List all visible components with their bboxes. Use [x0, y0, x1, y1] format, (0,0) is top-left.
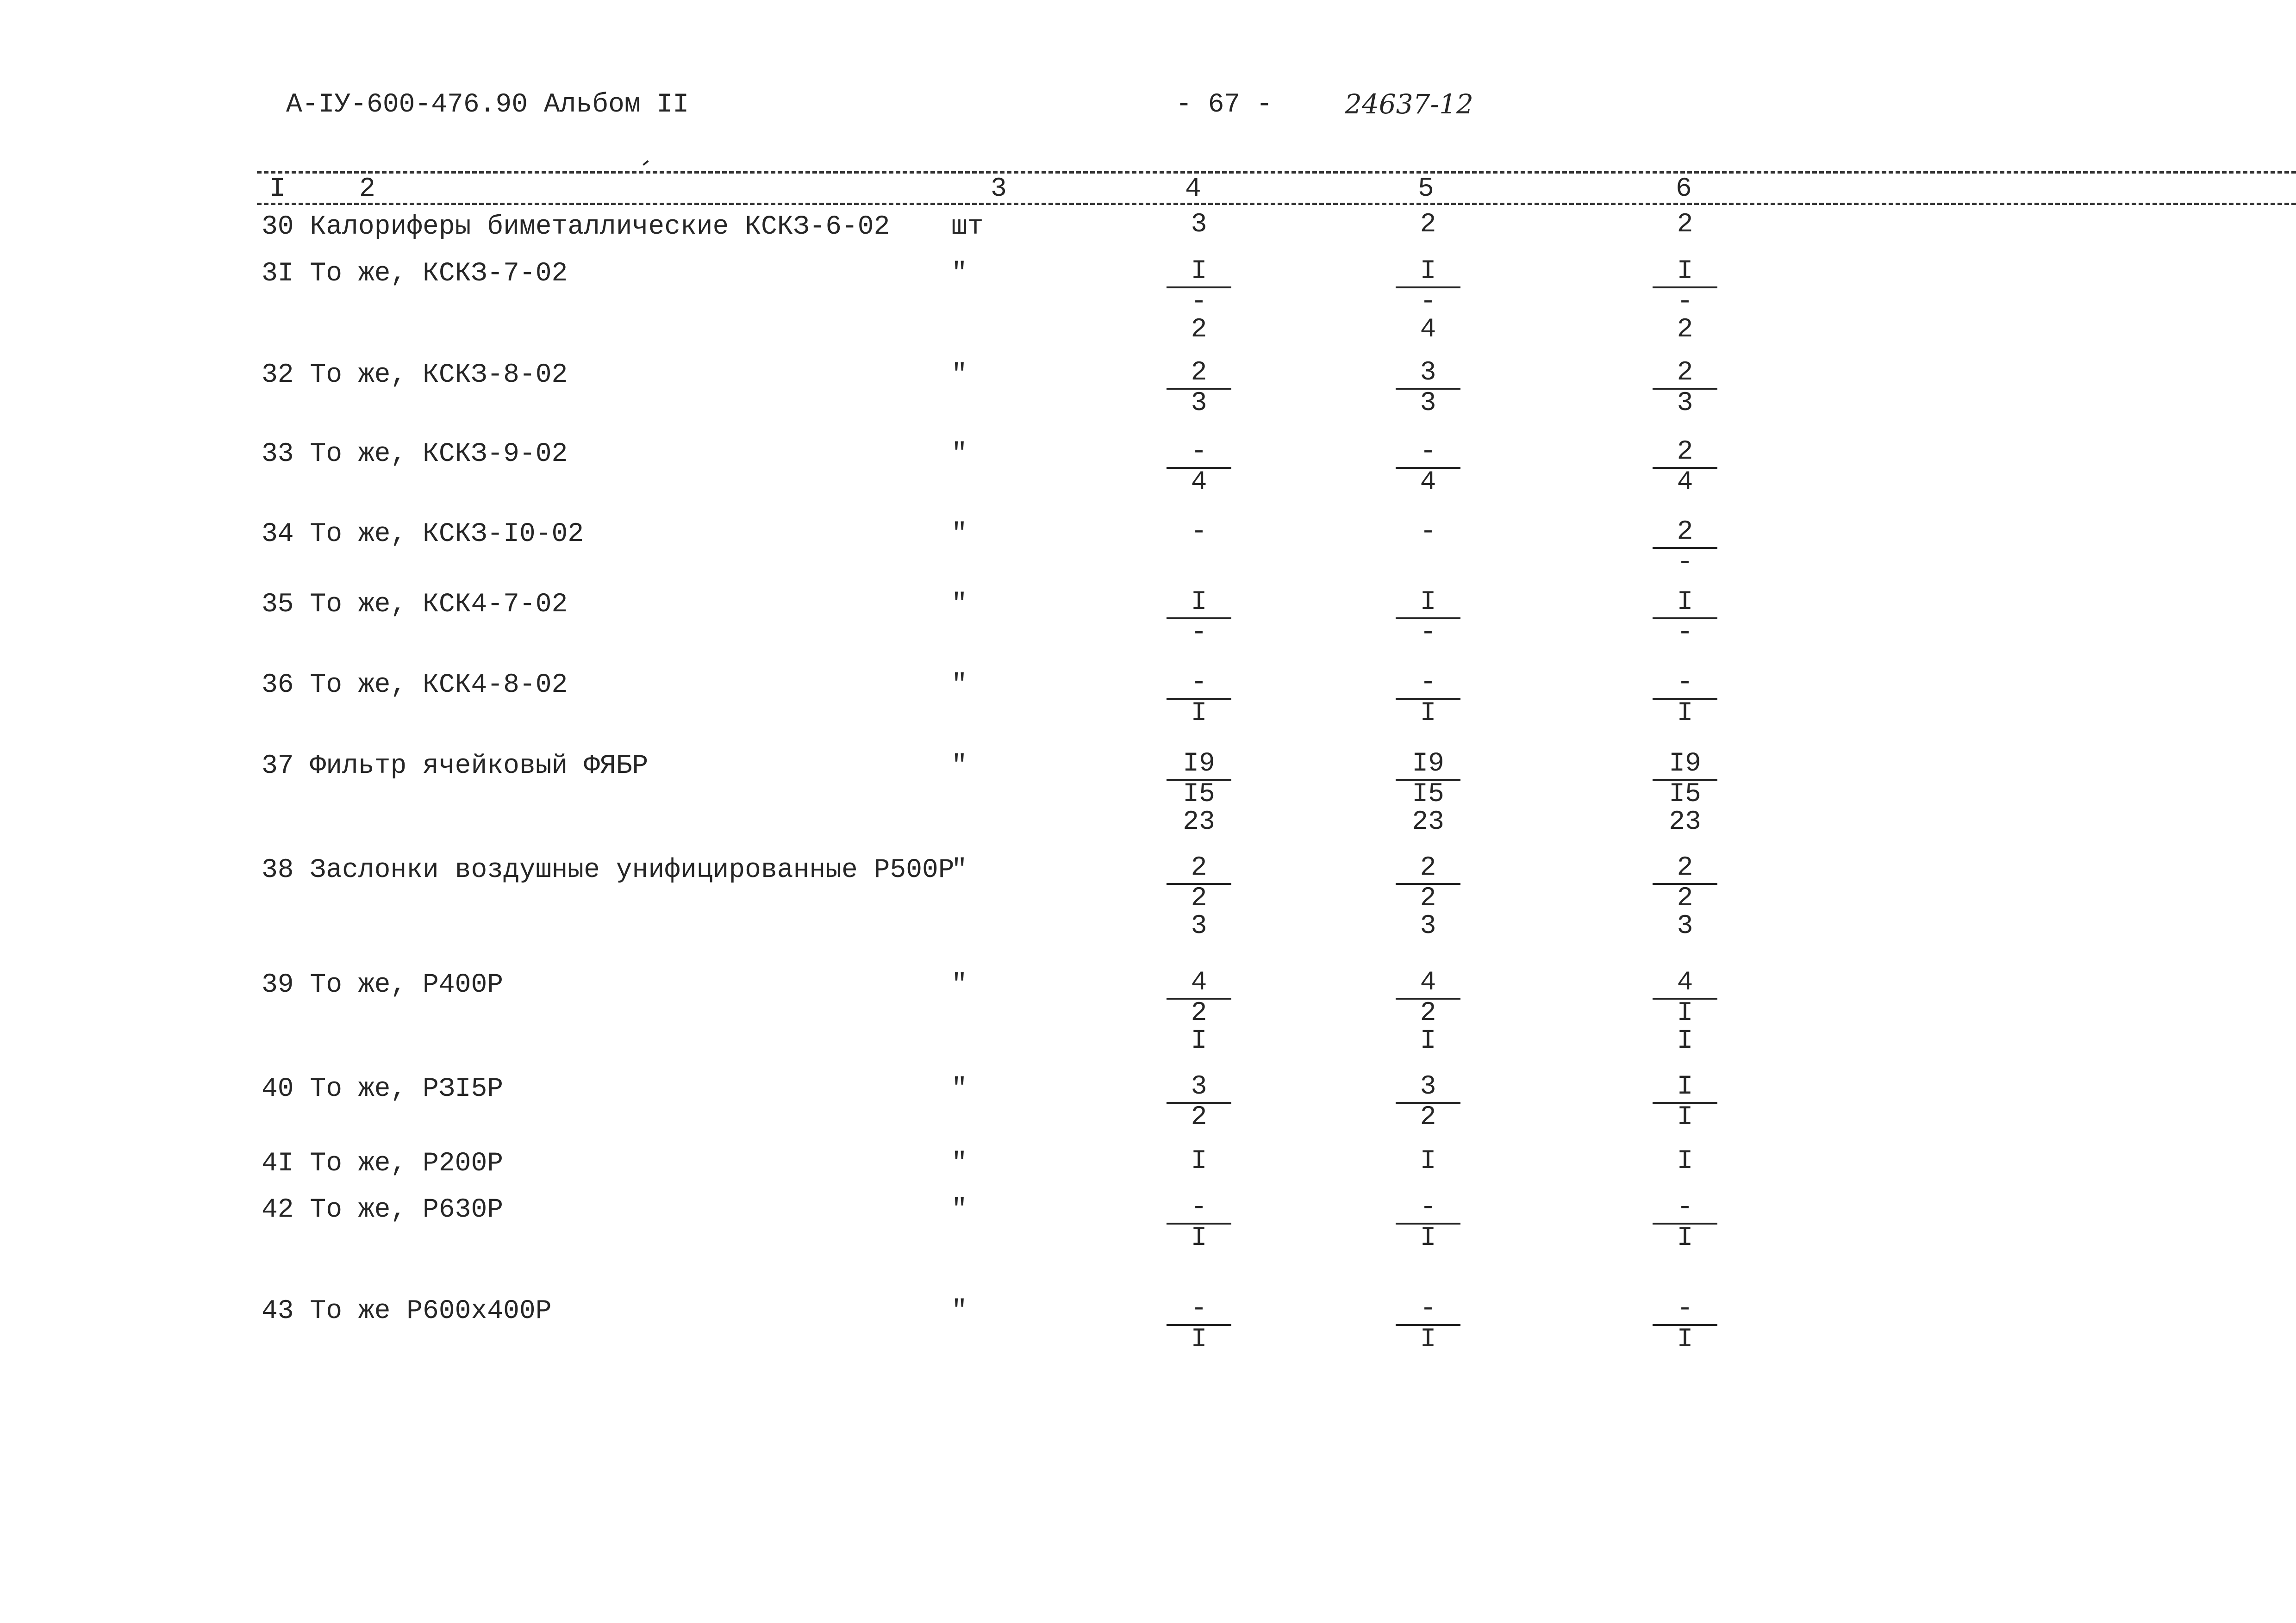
quantity-cell-col6	[1625, 1193, 1745, 1252]
quantity-sub-value: I	[1677, 1223, 1693, 1253]
page-number: - 67 -	[1176, 90, 1273, 120]
quantity-cell-col4	[1139, 1294, 1259, 1354]
quantity-cell-col6	[1625, 210, 1745, 240]
quantity-sub-value: 2	[1191, 315, 1207, 345]
item-description: 32 То же, КСКЗ-8-02	[262, 360, 568, 390]
unit-cell: "	[951, 1149, 967, 1179]
quantity-value: 2	[1677, 358, 1693, 388]
quantity-cell-col5	[1368, 210, 1488, 240]
quantity-sub-value: 3	[1677, 911, 1693, 941]
unit-cell: "	[951, 1195, 967, 1225]
quantity-value: I9	[1183, 749, 1215, 779]
quantity-value: 4	[1420, 968, 1436, 998]
quantity-value: I	[1677, 1072, 1693, 1102]
handwritten-code: 24637-12	[1345, 88, 1473, 120]
quantity-cell-col6	[1625, 437, 1745, 497]
quantity-sub-value: I	[1420, 698, 1436, 728]
quantity-value: I9	[1669, 749, 1701, 779]
quantity-value: -	[1420, 517, 1436, 547]
quantity-sub-value: -	[1677, 547, 1693, 578]
quantity-sub-value: I5	[1669, 779, 1701, 809]
column-number-3: 3	[991, 174, 1007, 204]
quantity-value: 3	[1191, 1072, 1207, 1102]
quantity-sub-value: -	[1191, 287, 1207, 317]
quantity-cell-col5	[1368, 1193, 1488, 1252]
quantity-cell-col6	[1625, 1294, 1745, 1354]
quantity-value: I	[1677, 1146, 1693, 1176]
item-description: 43 То же Р600х400Р	[262, 1296, 552, 1326]
quantity-value: 3	[1420, 358, 1436, 388]
unit-cell: "	[951, 360, 967, 390]
unit-cell: шт	[951, 212, 984, 242]
quantity-cell-col4	[1139, 968, 1259, 1055]
quantity-sub-value: 23	[1669, 807, 1701, 837]
unit-cell: "	[951, 855, 967, 885]
quantity-cell-col5	[1368, 968, 1488, 1055]
quantity-cell-col4	[1139, 749, 1259, 836]
quantity-sub-value: 2	[1420, 998, 1436, 1028]
quantity-sub-value: 2	[1420, 1102, 1436, 1132]
quantity-value: -	[1420, 668, 1436, 698]
table-header-rule	[257, 203, 2296, 205]
quantity-sub-value: I	[1420, 1325, 1436, 1355]
quantity-cell-col4	[1139, 437, 1259, 497]
item-description: 4I То же, Р200Р	[262, 1149, 504, 1179]
quantity-sub-value: I	[1420, 1223, 1436, 1253]
quantity-sub-value: 4	[1420, 467, 1436, 497]
quantity-value: -	[1191, 517, 1207, 547]
item-description: 34 То же, КСКЗ-I0-02	[262, 519, 584, 549]
quantity-value: -	[1420, 437, 1436, 467]
document-code: А-IУ-600-476.90 Альбом II	[286, 90, 689, 120]
quantity-sub-value: I	[1191, 698, 1207, 728]
quantity-cell-col6	[1625, 257, 1745, 344]
quantity-value: 2	[1677, 853, 1693, 883]
quantity-cell-col4	[1139, 588, 1259, 647]
quantity-cell-col5	[1368, 1072, 1488, 1132]
quantity-sub-value: -	[1420, 618, 1436, 648]
quantity-sub-value: 3	[1677, 388, 1693, 418]
quantity-cell-col6	[1625, 749, 1745, 836]
quantity-cell-col5	[1368, 437, 1488, 497]
quantity-sub-value: I5	[1183, 779, 1215, 809]
quantity-cell-col4	[1139, 668, 1259, 728]
quantity-sub-value: I	[1677, 1102, 1693, 1132]
quantity-cell-col4	[1139, 517, 1259, 547]
quantity-cell-col4	[1139, 257, 1259, 344]
quantity-value: -	[1677, 668, 1693, 698]
quantity-value: I	[1191, 256, 1207, 286]
item-description: 37 Фильтр ячейковый ФЯБР	[262, 751, 649, 781]
unit-cell: "	[951, 670, 967, 700]
quantity-value: 4	[1677, 968, 1693, 998]
quantity-sub-value: -	[1191, 618, 1207, 648]
quantity-cell-col4	[1139, 210, 1259, 240]
item-description: 35 То же, КСК4-7-02	[262, 590, 568, 620]
unit-cell: "	[951, 1296, 967, 1326]
quantity-sub-value: 4	[1191, 467, 1207, 497]
column-number-6: 6	[1676, 174, 1692, 204]
quantity-sub-value: 4	[1420, 315, 1436, 345]
quantity-cell-col6	[1625, 853, 1745, 940]
quantity-value: 3	[1191, 210, 1207, 240]
quantity-sub-value: -	[1677, 618, 1693, 648]
quantity-value: -	[1677, 1193, 1693, 1223]
quantity-value: 2	[1420, 853, 1436, 883]
quantity-sub-value: -	[1420, 287, 1436, 317]
quantity-value: I	[1191, 1146, 1207, 1176]
quantity-sub-value: I	[1677, 998, 1693, 1028]
quantity-sub-value: 23	[1412, 807, 1444, 837]
quantity-cell-col6	[1625, 668, 1745, 728]
quantity-sub-value: I	[1677, 1026, 1693, 1056]
quantity-cell-col6	[1625, 968, 1745, 1055]
quantity-value: I	[1420, 1146, 1436, 1176]
quantity-value: I	[1420, 256, 1436, 286]
quantity-value: 2	[1677, 210, 1693, 240]
quantity-cell-col6	[1625, 1147, 1745, 1176]
quantity-value: 2	[1191, 358, 1207, 388]
quantity-cell-col4	[1139, 853, 1259, 940]
quantity-cell-col5	[1368, 358, 1488, 417]
quantity-sub-value: I	[1677, 698, 1693, 728]
quantity-cell-col6	[1625, 1072, 1745, 1132]
unit-cell: "	[951, 439, 967, 469]
quantity-cell-col4	[1139, 1147, 1259, 1176]
quantity-sub-value: I	[1191, 1325, 1207, 1355]
scribble-mark	[643, 160, 649, 166]
quantity-sub-value: 2	[1191, 883, 1207, 914]
quantity-value: 2	[1420, 210, 1436, 240]
quantity-value: -	[1677, 1294, 1693, 1324]
unit-cell: "	[951, 590, 967, 620]
quantity-cell-col6	[1625, 358, 1745, 417]
column-number-2: 2	[359, 174, 375, 204]
unit-cell: "	[951, 970, 967, 1000]
unit-cell: "	[951, 519, 967, 549]
quantity-value: 2	[1191, 853, 1207, 883]
quantity-sub-value: 3	[1191, 388, 1207, 418]
quantity-sub-value: 3	[1420, 388, 1436, 418]
quantity-value: -	[1191, 668, 1207, 698]
quantity-cell-col5	[1368, 588, 1488, 647]
quantity-value: 4	[1191, 968, 1207, 998]
quantity-cell-col5	[1368, 1294, 1488, 1354]
column-number-4: 4	[1185, 174, 1201, 204]
quantity-sub-value: 3	[1191, 911, 1207, 941]
quantity-cell-col5	[1368, 749, 1488, 836]
item-description: 38 Заслонки воздушные унифицированные Р500Р	[262, 855, 955, 885]
quantity-sub-value: 2	[1420, 883, 1436, 914]
quantity-value: I	[1677, 256, 1693, 286]
unit-cell: "	[951, 751, 967, 781]
quantity-sub-value: 2	[1191, 1102, 1207, 1132]
quantity-cell-col4	[1139, 1193, 1259, 1252]
quantity-value: 3	[1420, 1072, 1436, 1102]
quantity-cell-col5	[1368, 668, 1488, 728]
quantity-value: I	[1420, 587, 1436, 617]
quantity-cell-col6	[1625, 517, 1745, 577]
quantity-sub-value: I	[1191, 1026, 1207, 1056]
item-description: 40 То же, РЗI5Р	[262, 1074, 504, 1104]
quantity-sub-value: I	[1191, 1223, 1207, 1253]
quantity-cell-col5	[1368, 257, 1488, 344]
quantity-value: I9	[1412, 749, 1444, 779]
quantity-value: 2	[1677, 437, 1693, 467]
quantity-sub-value: 2	[1191, 998, 1207, 1028]
quantity-value: -	[1420, 1294, 1436, 1324]
quantity-value: I	[1677, 587, 1693, 617]
item-description: 33 То же, КСКЗ-9-02	[262, 439, 568, 469]
quantity-sub-value: -	[1677, 287, 1693, 317]
quantity-sub-value: 3	[1420, 911, 1436, 941]
quantity-value: 2	[1677, 517, 1693, 547]
item-description: 36 То же, КСК4-8-02	[262, 670, 568, 700]
quantity-sub-value: 2	[1677, 315, 1693, 345]
quantity-sub-value: I5	[1412, 779, 1444, 809]
item-description: 39 То же, Р400Р	[262, 970, 504, 1000]
quantity-cell-col4	[1139, 358, 1259, 417]
column-number-5: 5	[1418, 174, 1434, 204]
item-description: 3I То же, КСКЗ-7-02	[262, 259, 568, 289]
quantity-sub-value: 23	[1183, 807, 1215, 837]
table-top-rule	[257, 171, 2296, 174]
quantity-value: -	[1191, 1294, 1207, 1324]
quantity-cell-col4	[1139, 1072, 1259, 1132]
quantity-value: -	[1191, 1193, 1207, 1223]
unit-cell: "	[951, 259, 967, 289]
quantity-cell-col5	[1368, 517, 1488, 547]
column-number-1: I	[269, 174, 286, 204]
quantity-sub-value: 2	[1677, 883, 1693, 914]
quantity-sub-value: 4	[1677, 467, 1693, 497]
unit-cell: "	[951, 1074, 967, 1104]
quantity-cell-col5	[1368, 1147, 1488, 1176]
quantity-value: I	[1191, 587, 1207, 617]
item-description: 30 Калориферы биметаллические КСКЗ-6-02	[262, 212, 890, 242]
quantity-value: -	[1191, 437, 1207, 467]
quantity-cell-col5	[1368, 853, 1488, 940]
quantity-value: -	[1420, 1193, 1436, 1223]
quantity-sub-value: I	[1677, 1325, 1693, 1355]
quantity-cell-col6	[1625, 588, 1745, 647]
quantity-sub-value: I	[1420, 1026, 1436, 1056]
item-description: 42 То же, Р630Р	[262, 1195, 504, 1225]
